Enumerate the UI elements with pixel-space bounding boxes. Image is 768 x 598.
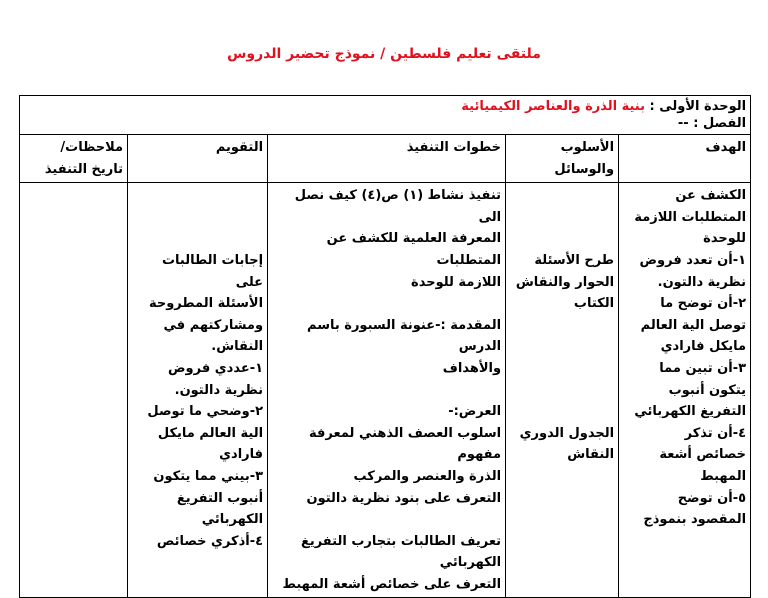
unit-label: الوحدة الأولى : bbox=[649, 99, 747, 114]
chapter-label: الفصل : bbox=[693, 116, 747, 131]
chapter-value: -- bbox=[677, 116, 689, 131]
unit-info-cell bbox=[20, 96, 751, 135]
header-steps: خطوات التنفيذ bbox=[268, 135, 506, 183]
unit-row bbox=[20, 96, 751, 135]
evaluation-cell: إجابات الطالبات على الأسئلة المطروحة ومشاركتهم في النقاش. ١-عددي فروض نظرية دالتون. ٢-وضحي ما توصل الية العالم مايكل فارادي ٣-بيني مما يتكون أنبوب التفريغ الكهربائي ٤-أذكري خصائص bbox=[128, 183, 268, 598]
header-goal: الهدف bbox=[619, 135, 751, 183]
chapter-line bbox=[24, 115, 746, 132]
header-evaluation: التقويم bbox=[128, 135, 268, 183]
unit-line bbox=[24, 98, 746, 115]
lesson-plan-table bbox=[19, 95, 751, 598]
header-row bbox=[20, 135, 751, 183]
goal-cell: الكشف عن المتطلبات اللازمة للوحدة ١-أن تعدد فروض نظرية دالتون. ٢-أن توضح ما توصل الية العالم مايكل فارادي ٣-أن تبين مما يتكون أنبوب التفريغ الكهربائي ٤-أن تذكر خصائص أشعة المهبط ٥-أن توضح المقصود بنموذج bbox=[619, 183, 751, 598]
page-title: ملتقى تعليم فلسطين / نموذج تحضير الدروس bbox=[227, 46, 541, 62]
method-cell: طرح الأسئلة الحوار والنقاش الكتاب الجدول الدوري النقاش bbox=[506, 183, 619, 598]
unit-topic: بنية الذرة والعناصر الكيميائية bbox=[461, 99, 645, 114]
steps-cell: تنفيذ نشاط (١) ص(٤) كيف نصل الى المعرفة العلمية للكشف عن المتطلبات اللازمة للوحدة المقدمة :-عنونة السبورة باسم الدرس والأهداف العرض:- اسلوب العصف الذهني لمعرفة مفهوم الذرة والعنصر والمركب التعرف على بنود نظرية دالتون تعريف الطالبات بتجارب التفريغ الكهربائي التعرف على خصائص أشعة المهبط bbox=[268, 183, 506, 598]
notes-cell bbox=[20, 183, 128, 598]
header-notes: ملاحظات/ تاريخ التنفيذ bbox=[20, 135, 128, 183]
content-row bbox=[20, 183, 751, 598]
header-method: الأسلوب والوسائل bbox=[506, 135, 619, 183]
